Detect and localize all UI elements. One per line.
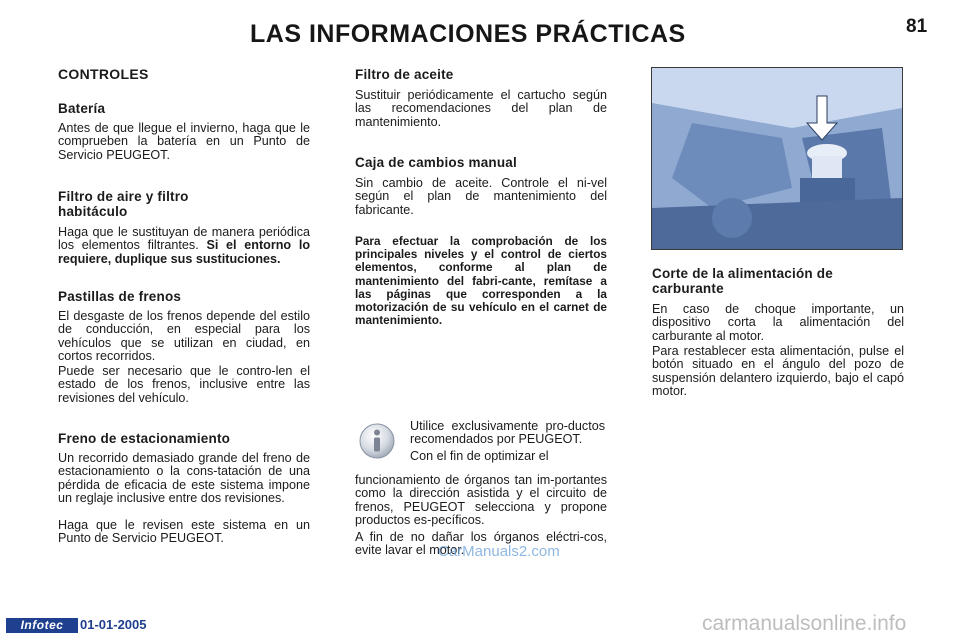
info-text-top	[410, 420, 605, 463]
text-corte-1: En caso de choque importante, un dispositivo corta la alimentación del carburante al motor.	[652, 302, 904, 343]
heading-freno-estacionamiento: Freno de estacionamiento	[58, 431, 231, 446]
text-bateria: Antes de que llegue el invierno, haga que le comprueben la batería en un Punto de Servicio PEUGEOT.	[58, 121, 310, 162]
info-p3: A fin de no dañar los órganos eléctri-cos, evite lavar el motor.	[355, 529, 607, 558]
info-p2-start: Con el fin de optimizar el	[410, 448, 549, 463]
text-filtro-aire-normal: Haga que le sustituyan de manera periódica los elementos filtrantes.	[58, 225, 310, 253]
note-mantenimiento: Para efectuar la comprobación de los principales niveles y el control de ciertos elementos, conforme al plan de mantenimiento del fabri-cante, remítase a las páginas que corresponden a la motorización de su vehículo en el carnet de mantenimiento.	[355, 234, 607, 328]
text-filtro-aire	[58, 226, 310, 266]
text-pastillas-1: El desgaste de los frenos depende del estilo de conducción, en especial para los vehículos que se utilizan en ciudad, en cortos recorridos.	[58, 309, 310, 364]
page-number: 81	[906, 16, 928, 37]
watermark-site: carmanualsonline.info	[702, 612, 907, 635]
infotec-logo: Infotec	[6, 618, 78, 633]
info-p2-rest: funcionamiento de órganos tan im-portantes como la dirección asistida y el circuito de frenos, PEUGEOT selecciona y propone productos es-pecíficos.	[355, 473, 607, 528]
heading-corte-alimentacion: Corte de la alimentación de carburante	[652, 266, 833, 296]
heading-filtro-aire: Filtro de aire y filtro habitáculo	[58, 189, 189, 219]
heading-filtro-aceite: Filtro de aceite	[355, 67, 454, 82]
text-filtro-aire-bold: Si el entorno lo requiere, duplique sus sustituciones.	[58, 238, 311, 266]
text-corte-2: Para restablecer esta alimentación, pulse el botón situado en el ángulo del pozo de suspensión delantero izquierdo, bajo el capó motor.	[652, 344, 904, 399]
engine-photo	[651, 67, 903, 250]
section-title-controles: CONTROLES	[58, 66, 149, 82]
page-title: LAS INFORMACIONES PRÁCTICAS	[250, 20, 686, 48]
watermark-carmanuals: CarManuals2.com	[438, 543, 560, 560]
text-filtro-aceite: Sustituir periódicamente el cartucho según las recomendaciones del plan de mantenimiento.	[355, 88, 607, 129]
heading-pastillas: Pastillas de frenos	[58, 289, 182, 304]
footer-date: 01-01-2005	[80, 617, 147, 632]
text-freno-1: Un recorrido demasiado grande del freno de estacionamiento o la cons-tatación de una pérdida de eficacia de este sistema impone un reglaje inclusive entre dos revisiones.	[58, 451, 310, 506]
heading-bateria: Batería	[58, 101, 106, 116]
info-icon	[358, 422, 396, 460]
info-p1: Utilice exclusivamente pro-ductos recomendados por PEUGEOT.	[410, 419, 605, 447]
text-pastillas-2: Puede ser necesario que le contro-len el estado de los frenos, inclusive entre las revisiones del vehículo.	[58, 364, 310, 405]
heading-caja-cambios: Caja de cambios manual	[355, 155, 517, 170]
engine-photo-illustration	[652, 68, 902, 249]
text-freno-2: Haga que le revisen este sistema en un Punto de Servicio PEUGEOT.	[58, 518, 310, 546]
text-caja-cambios: Sin cambio de aceite. Controle el ni-vel según el plan de mantenimiento del fabricante.	[355, 176, 607, 217]
